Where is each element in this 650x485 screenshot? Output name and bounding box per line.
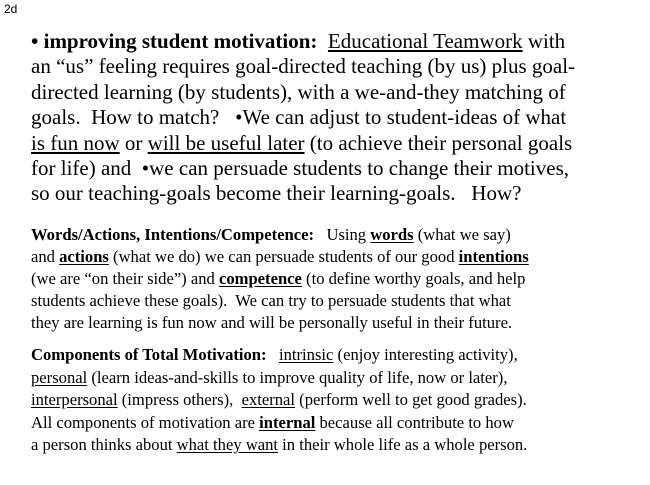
underlined-term: interpersonal [31, 390, 118, 409]
underlined-term: Educational Teamwork [327, 29, 523, 53]
emphasized-term: actions [59, 247, 109, 266]
text-span: and [31, 247, 60, 266]
spacer [317, 29, 328, 53]
text-line [31, 367, 631, 390]
text-span: All components of motivation are [31, 412, 260, 432]
text-span: because all contribute to how [315, 412, 514, 432]
text-span: (enjoy interesting activity), [333, 345, 518, 364]
text-line [31, 434, 631, 457]
emphasized-term: competence [218, 269, 302, 288]
section-heading: Words/Actions, Intentions/Competence: [31, 225, 315, 244]
slide-label: 2d [4, 2, 18, 16]
text-line: for life) and •we can persuade students to change their motives, [31, 156, 570, 181]
emphasized-term: internal [259, 412, 316, 432]
text-span: (we are “on their side”) and [31, 269, 219, 288]
text-line [31, 224, 631, 246]
text-line [31, 412, 631, 435]
paragraph-motivation [31, 29, 631, 207]
text-line: an “us” feeling requires goal-directed teaching (by us) plus goal- [31, 54, 576, 79]
text-line: so our teaching-goals become their learning-goals. How? [31, 181, 522, 206]
text-span: Using [314, 225, 371, 244]
emphasized-term: words [370, 225, 414, 244]
underlined-term: what they want [176, 435, 279, 454]
bullet: • [31, 29, 39, 53]
paragraph-words-actions [31, 224, 631, 334]
text-line: students achieve these goals). We can try to persuade students that what [31, 291, 511, 310]
text-line [31, 268, 631, 290]
spacer [267, 345, 279, 364]
section-heading: Components of Total Motivation: [31, 345, 267, 364]
text-line [31, 344, 631, 367]
underlined-term: is fun now [31, 130, 120, 155]
text-span: (what we say) [413, 225, 511, 244]
underlined-term: personal [31, 367, 88, 387]
text-span: in their whole life as a whole person. [278, 435, 528, 454]
text-span: (impress others), [117, 390, 242, 409]
text-span: (to achieve their personal goals [304, 130, 573, 155]
paragraph-components [31, 344, 631, 457]
text-span: a person thinks about [31, 435, 177, 454]
text-span: with [522, 29, 566, 53]
text-span: (learn ideas-and-skills to improve quality of life, now or later), [87, 367, 508, 387]
underlined-term: intrinsic [279, 345, 334, 364]
text-line [31, 131, 631, 156]
text-line [31, 389, 631, 412]
emphasized-term: intentions [458, 247, 529, 266]
text-span: (perform well to get good grades). [295, 390, 527, 409]
text-line: directed learning (by students), with a we-and-they matching of [31, 79, 566, 104]
text-span: or [119, 130, 148, 155]
underlined-term: will be useful later [147, 130, 305, 155]
text-line: they are learning is fun now and will be personally useful in their future. [31, 313, 513, 332]
text-line [31, 246, 631, 268]
text-line [31, 29, 631, 54]
underlined-term: external [241, 390, 296, 409]
text-span: (to define worthy goals, and help [301, 269, 526, 288]
text-line: goals. How to match? •We can adjust to student-ideas of what [31, 105, 567, 130]
section-heading: improving student motivation: [43, 29, 318, 53]
text-span: (what we do) we can persuade students of our good [108, 247, 459, 266]
